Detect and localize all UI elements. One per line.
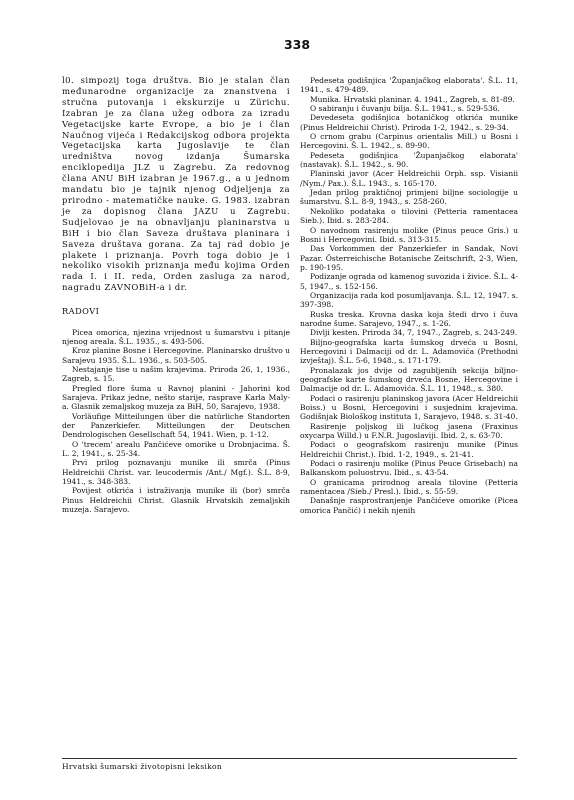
bibliography-entry: O navodnom rasirenju molike (Pinus peuce Gris.) u Bosni i Hercegovini. Ibid. s. 313-315. [300, 225, 518, 244]
bibliography-entry: Biljno-geografska karta šumskog drveća u Bosni, Hercegovini i Dalmaciji od dr. L. Adamovića (Prethodni izvještaj). Š.L. 5-6, 1948., s. 171-179. [300, 337, 518, 366]
bibliography-entry: Podaci o rasirenju molike (Pinus Peuce Grisebach) na Balkanskom poluostrvu. Ibid., s. 43-54. [300, 459, 518, 478]
bibliography-list-right [300, 76, 518, 515]
page-footer: Hrvatski šumarski životopisni leksikon [62, 758, 517, 771]
bibliography-entry: Podizanje ograda od kamenog suvozida i živice. Š.L. 4-5, 1947., s. 152-156. [300, 272, 518, 291]
bibliography-entry: Pedeseta godišnjica 'Županjačkog elaborata'. Š.L. 11, 1941., s. 479-489. [300, 76, 518, 95]
bibliography-entry: Devedeseta godišnjica botaničkog otkrića munike (Pinus Heldreichii Christ). Priroda 1-2, 1942., s. 29-34. [300, 113, 518, 132]
bibliography-entry: Planinski javor (Acer Heldreichii Orph. ssp. Visianii /Nym./ Pax.). Š.L. 1943., s. 165-170. [300, 169, 518, 188]
section-heading: RADOVI [62, 306, 100, 317]
biography-paragraph: l0. simpozij toga društva. Bio je stalan član međunarodne organizacije za znanstvena i stručna putovanja i ekskurzije u Zürichu. Izabran je za člana užeg odbora za izradu Vegetacijske karte Evrope, a bio je i član Naučnog vijeća i Redakcijskog odbora projekta Vegetacijska karta Jugoslavije te član uredništva novog izdanja Šumarska enciklopedija JLZ u Zagrebu. Za redovnog člana ANU BiH izabran je 1967.g., a u jednom mandatu bio je tajnik njenog Odjeljenja za prirodno - matematičke nauke. G. 1983. izabran je za dopisnog člana JAZU u Zagrebu. Sudjelovao je na obnavljanju planinarstva u BiH i bio član Saveza društava planinara i Saveza društava gorana. Za taj rad dobio je plakete i priznanja. Povrh toga dobio je i nekoliko visokih priznanja među kojima Orden rada I. i II. reda, Orden zasluga za narod, nagradu ZAVNOBiH-a i dr. [62, 76, 290, 294]
left-column [62, 76, 290, 515]
bibliography-entry: Prvi prilog poznavanju munike ili smrča (Pinus Heldreichii Christ. var. leucodermis /Ant./ Mgf.). Š.L. 8-9, 1941., s. 348-383. [62, 458, 290, 487]
bibliography-entry: O crnom grabu (Carpinus orientalis Mill.) u Bosni i Hercegovini. Š. L. 1942., s. 89-90. [300, 132, 518, 151]
bibliography-entry: Pedeseta godišnjica 'Županjačkog elaborata' (nastavak). Š.L. 1942., s. 90. [300, 150, 518, 170]
biography-text [62, 76, 290, 294]
bibliography-entry: Kroz planine Bosne i Hercegovine. Planinarsko društvo u Sarajevu 1935. Š.L. 1936., s. 503-505. [62, 346, 290, 365]
bibliography-entry: Današnje rasprostranjenje Pančićeve omorike (Picea omorica Pančić) i nekih njenih [300, 496, 518, 515]
bibliography-list-left [62, 328, 290, 515]
bibliography-entry: Podaci o geografskom rasirenju munike (Pinus Heldreichii Christ.). Ibid. 1-2, 1949., s. 21-41. [300, 440, 518, 459]
right-column [300, 76, 518, 515]
bibliography-entry: Povijest otkrića i istraživanja munike ili (bor) smrča Pinus Heldreichii Christ. Glasnik Hrvatskih zemaljskih muzeja. Sarajevo. [62, 486, 290, 515]
bibliography-entry: Munika. Hrvatski planinar. 4. 1941., Zagreb, s. 81-89. [310, 94, 515, 104]
bibliography-entry: Vorläufige Mitteilungen über die natürliche Standorten der Panzerkiefer. Mitteilungen der Deutschen Dendrologischen Gesellschaft 54, 1941. Wien, p. 1-12. [62, 411, 290, 440]
bibliography-entry: Pregled flore šuma u Ravnoj planini - Jahorini kod Sarajeva. Prikaz jedne, nešto starije, rasprave Karla Maly-a. Glasnik zemaljskog muzeja za BiH, 50, Sarajevo, 1938. [62, 383, 290, 412]
bibliography-entry: Nestajanje tise u našim krajevima. Priroda 26, 1, 1936., Zagreb, s. 15. [62, 365, 290, 384]
page-number: 338 [283, 37, 311, 52]
bibliography-entry: Nekoliko podataka o tilovini (Petteria ramentacea Sieb.). Ibid. s. 283-284. [300, 206, 518, 226]
bibliography-entry: Podaci o rasirenju planinskog javora (Acer Heldreichii Boiss.) u Bosni, Hercegovini i susjednim krajevima. Godišnjak Biološkog instituta 1, Sarajevo, 1948. s. 31-40. [300, 393, 518, 422]
bibliography-entry: Ruska treska. Krovna daska koja štedi drvo i čuva narodne šume. Sarajevo, 1947., s. 1-26. [300, 309, 518, 328]
bibliography-entry: O 'trecem' arealu Pančićeve omorike u Drobnjacima. Š. L. 2, 1941., s. 25-34. [62, 439, 290, 459]
bibliography-entry: Organizacija rada kod posumljavanja. Š.L. 12, 1947. s. 397-398. [300, 290, 518, 310]
bibliography-entry: Rasirenje poljskog ili lučkog jasena (Fraxinus oxycarpa Willd.) u F.N.R. Jugoslaviji. Ibid. 2, s. 63-70. [300, 421, 518, 441]
bibliography-entry: O granicama prirodnog areala tilovine (Petteria ramentacea /Sieb./ Presl.). Ibid., s. 55-59. [300, 477, 518, 497]
bibliography-entry: Jedan prilog praktičnoj primjeni biljne sociologije u šumarstvu. Š.L. 8-9, 1943., s. 258-260. [300, 188, 518, 207]
bibliography-entry: Divlji kesten. Priroda 34, 7, 1947., Zagreb, s. 243-249. [310, 328, 518, 338]
bibliography-entry: Das Vorkommen der Panzerkiefer in Sandak, Novi Pazar. Österreichische Botanische Zeitschrift, 2-3, Wien, p. 190-195. [300, 244, 518, 272]
bibliography-entry: Pronalazak jos dvije od zagubljenih sekcija biljno-geografske karte šumskog drveća Bosne, Hercegovine i Dalmacije od dr. L. Adamovića. Š.L. 11, 1948., s. 380. [300, 365, 518, 394]
bibliography-entry: O sabiranju i čuvanju bilja. Š.L. 1941., s. 529-536. [310, 104, 500, 114]
bibliography-entry: Picea omorica, njezina vrijednost u šumarstvu i pitanje njenog areala. Š.L. 1935., s. 493-506. [62, 327, 290, 346]
